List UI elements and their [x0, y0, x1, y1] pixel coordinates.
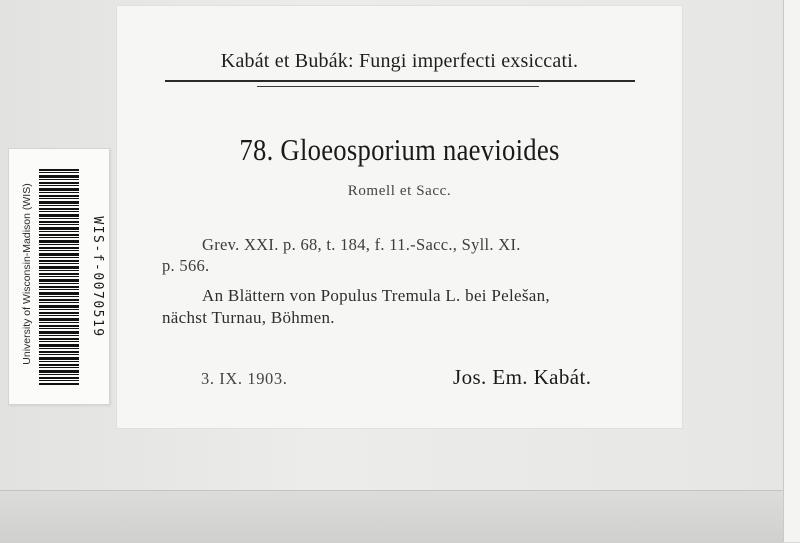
barcode-number: WIS-f-0070519	[90, 216, 105, 338]
literature-reference	[162, 234, 652, 276]
sheet-edge-bottom	[0, 490, 783, 543]
barcode-institution: University of Wisconsin-Madison (WIS)	[21, 183, 33, 365]
locality-line-2: nächst Turnau, Böhmen.	[162, 308, 335, 327]
barcode-card	[8, 148, 110, 405]
collector-name: Jos. Em. Kabát.	[453, 365, 592, 389]
barcode-bars	[39, 169, 79, 385]
locality-text	[162, 285, 652, 329]
series-header: Kabát et Bubák: Fungi imperfecti exsiccati.	[220, 50, 579, 72]
header-rule-short	[257, 86, 539, 87]
collection-date: 3. IX. 1903.	[201, 369, 288, 388]
species-authority: Romell et Sacc.	[347, 183, 452, 199]
header-rule-long	[165, 80, 635, 82]
locality-line-1: An Blättern von Populus Tremula L. bei Pelešan,	[202, 286, 550, 305]
specimen-label	[117, 6, 682, 428]
reference-line-2: p. 566.	[162, 256, 210, 275]
reference-line-1: Grev. XXI. p. 68, t. 184, f. 11.-Sacc., Syll. XI.	[202, 235, 521, 254]
species-title: 78. Gloeosporium naevioides	[239, 132, 560, 167]
sheet-edge-right	[783, 0, 800, 542]
